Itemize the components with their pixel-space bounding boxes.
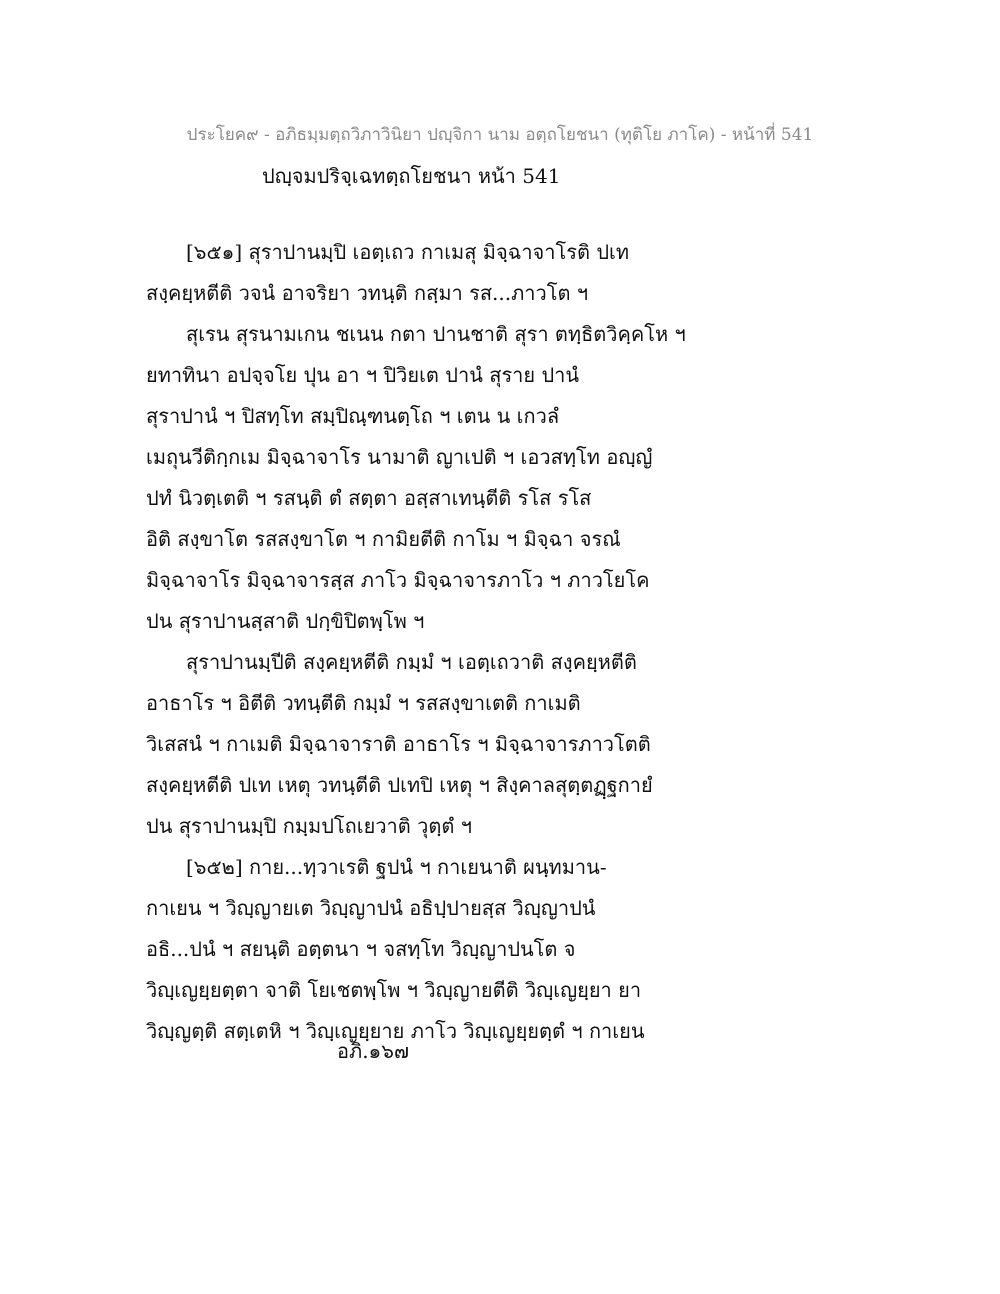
text-line: [๖๕๒] กาย...ทฺวาเรติ ฐปนํ ฯ กาเยนาติ ผนฺทมาน- — [186, 855, 607, 879]
text-line: ยทาทินา อปจฺจโย ปุน อา ฯ ปิวิยเต ปานํ สุราย ปานํ — [146, 363, 580, 387]
section-title: ปญฺจมปริจฺเฉทตฺถโยชนา หน้า 541 — [262, 164, 561, 188]
text-line: อาธาโร ฯ อิตีติ วทนฺตีติ กมฺมํ ฯ รสสงฺขาเตติ กาเมติ — [146, 691, 581, 715]
text-line: มิจฺฉาจาโร มิจฺฉาจารสฺส ภาโว มิจฺฉาจารภาโว ฯ ภาวโยโค — [146, 568, 650, 592]
text-line: อธิ...ปนํ ฯ สยนฺติ อตฺตนา ฯ จสทฺโท วิญฺญาปนโต จ — [146, 937, 576, 961]
text-line: กาเยน ฯ วิญฺญายเต วิญฺญาปนํ อธิปฺปายสฺส วิญฺญาปนํ — [146, 896, 596, 920]
text-line: อิติ สงฺขาโต รสสงฺขาโต ฯ กามิยตีติ กาโม ฯ มิจฺฉา จรณํ — [146, 527, 621, 551]
text-line: วิญฺญตฺติ สตฺเตหิ ฯ วิญฺเญยฺยาย ภาโว วิญฺเญยฺยตฺตํ ฯ กาเยน — [146, 1019, 645, 1043]
text-line: ปน สุราปานสฺสาติ ปกฺขิปิตพฺโพ ฯ — [146, 609, 425, 633]
page-code: อภิ.๑๖๗ — [337, 1039, 409, 1063]
text-line: สงฺคยฺหตีติ ปเท เหตุ วทนฺตีติ ปเทปิ เหตุ ฯ สิงฺคาลสุตฺตฏฺฐกายํ — [146, 773, 653, 797]
text-line: ปทํ นิวตฺเตติ ฯ รสนฺติ ตํ สตฺตา อสฺสาเทนฺตีติ รโส รโส — [146, 486, 592, 510]
text-line: สุราปานํ ฯ ปิสทฺโท สมฺปิณฺฑนตฺโถ ฯ เตน น เกวลํ — [146, 404, 560, 428]
text-line: วิญฺเญยฺยตฺตา จาติ โยเชตพฺโพ ฯ วิญฺญายตีติ วิญฺเญยฺยา ยา — [146, 978, 642, 1002]
running-header: ประโยค๙ - อภิธมฺมตฺถวิภาวินิยา ปญฺจิกา นาม อตฺถโยชนา (ทุติโย ภาโค) - หน้าที่ 541 — [186, 125, 814, 145]
text-line: สุราปานมฺปีติ สงฺคยฺหตีติ กมฺมํ ฯ เอตฺเถวาติ สงฺคยฺหตีติ — [186, 650, 637, 674]
text-line: สุเรน สุรนามเกน ชเนน กตา ปานชาติ สุรา ตทฺธิตวิคฺคโห ฯ — [186, 322, 686, 346]
text-line: ปน สุราปานมฺปิ กมฺมปโถเยวาติ วุตฺตํ ฯ — [146, 814, 472, 838]
body-text — [146, 232, 866, 1052]
text-line: สงฺคยฺหตีติ วจนํ อาจริยา วทนฺติ กสฺมา รส...ภาวโต ฯ — [146, 281, 589, 305]
text-line: วิเสสนํ ฯ กาเมติ มิจฺฉาจาราติ อาธาโร ฯ มิจฺฉาจารภาวโตติ — [146, 732, 651, 756]
text-line: [๖๕๑] สุราปานมฺปิ เอตฺเถว กาเมสุ มิจฺฉาจาโรติ ปเท — [186, 240, 630, 264]
text-line: เมถุนวีติกฺกเม มิจฺฉาจาโร นามาติ ญาเปติ ฯ เอวสทฺโท อญฺญํ — [146, 445, 653, 469]
